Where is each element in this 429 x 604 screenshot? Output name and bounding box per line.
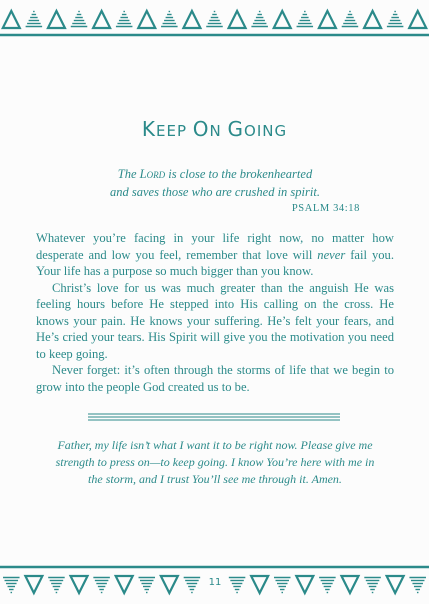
triangle-ornament [341, 576, 358, 593]
page-number: 11 [208, 577, 222, 588]
triangle-ornament [409, 11, 426, 28]
verse-text: is close to the brokenhearted [165, 167, 313, 181]
section-divider [88, 412, 340, 422]
verse-reference: PSALM 34:18 [291, 203, 360, 214]
title-letter: G [227, 117, 245, 141]
triangle-ornament [296, 576, 313, 593]
triangle-ornament [319, 11, 336, 28]
triangle-ornament [3, 11, 20, 28]
triangle-ornament [251, 576, 268, 593]
verse-text: and saves those who are crushed in spirit. [110, 185, 320, 199]
triangle-ornament [71, 576, 88, 593]
triangle-ornament [116, 576, 133, 593]
triangle-ornament [161, 576, 178, 593]
paragraph-text: fail you. Your life has a purpose so much bigger than you know. [36, 247, 394, 278]
scripture-verse [60, 165, 370, 201]
paragraph-1 [36, 230, 394, 280]
title-letter: O [192, 117, 210, 141]
triangle-ornament [48, 11, 65, 28]
top-triangle-border [0, 0, 429, 40]
verse-text: The [117, 167, 140, 181]
triangle-ornament [25, 576, 42, 593]
paragraph-2: Christ’s love for us was much greater than the anguish He was feeling hours before He stepped into His calling on the cross. He knows your pain. He knows your suffering. He’s felt your fears, and He’s cried your tears. His Spirit will give you the motivation you need to keep going. [36, 280, 394, 361]
title-part: OING [244, 122, 288, 140]
triangle-ornament [364, 11, 381, 28]
emphasis-text: never [317, 247, 346, 262]
devotional-body [36, 230, 394, 395]
title-letter: K [141, 117, 156, 141]
title-part: N [209, 122, 228, 140]
verse-lord: Lord [139, 167, 166, 181]
triangle-ornament [138, 11, 155, 28]
triangle-ornament [229, 11, 246, 28]
paragraph-3: Never forget: it’s often through the storms of life that we begin to grow into the people God created us to be. [36, 363, 394, 394]
triangle-ornament [387, 576, 404, 593]
paragraph-text: Whatever you’re facing in your life right now, no matter how desperate and low you feel, remember that love will [36, 231, 394, 262]
page-title [0, 117, 429, 141]
top-triangles [3, 11, 426, 28]
triangle-ornament [93, 11, 110, 28]
prayer-text: Father, my life isn’t what I want it to be right now. Please give me strength to press on—to keep going. I know You’re here with me in the storm, and I trust You’ll see me through it. Amen. [55, 438, 375, 486]
triangle-ornament [274, 11, 291, 28]
title-part: EEP [156, 122, 193, 140]
triangle-ornament [183, 11, 200, 28]
